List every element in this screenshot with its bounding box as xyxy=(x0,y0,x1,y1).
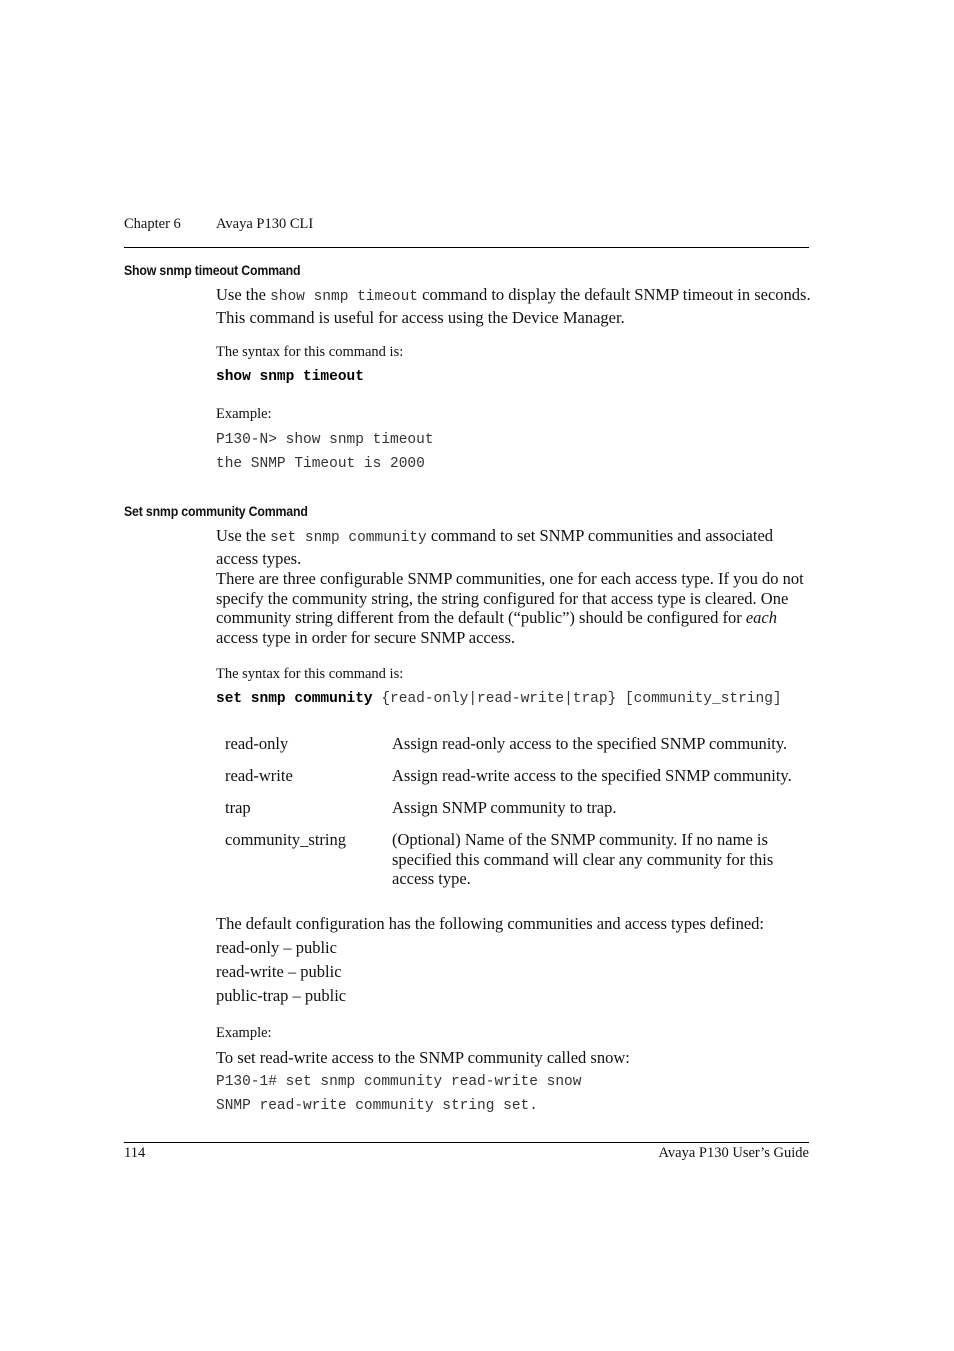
header-title: Avaya P130 CLI xyxy=(216,216,314,232)
example-line: the SNMP Timeout is 2000 xyxy=(216,456,425,472)
intro-text: command to set SNMP communities and associated access types. xyxy=(216,526,774,568)
intro-text: Use the xyxy=(216,526,271,545)
param-desc: Assign read-only access to the specified SNMP community. xyxy=(392,734,788,753)
default-item: read-write – public xyxy=(216,962,342,981)
example-line: P130-1# set snmp community read-write snow xyxy=(216,1074,582,1090)
paragraph-text: There are three configurable SNMP communities, one for each access type. If you do not specify the community string, the string configured for that access type is cleared. One community string different from the default (“public”) should be configured for xyxy=(216,569,804,627)
default-item: read-only – public xyxy=(216,938,337,957)
section-heading-set-snmp-community: Set snmp community Command xyxy=(124,503,308,519)
param-name: trap xyxy=(225,798,251,817)
example-line: P130-N> show snmp timeout xyxy=(216,432,434,448)
syntax-label: The syntax for this command is: xyxy=(216,666,404,682)
section2-intro xyxy=(216,526,816,568)
paragraph-text: access type in order for secure SNMP access. xyxy=(216,627,516,647)
example-line: SNMP read-write community string set. xyxy=(216,1098,538,1114)
syntax-command xyxy=(216,691,782,707)
header-chapter: Chapter 6 xyxy=(124,216,181,232)
param-name: read-write xyxy=(225,766,293,785)
syntax-command: show snmp timeout xyxy=(216,369,364,385)
intro-text: Use the xyxy=(216,285,271,304)
footer-title: Avaya P130 User’s Guide xyxy=(658,1145,809,1161)
emphasis: each xyxy=(745,608,777,627)
section1-intro xyxy=(216,285,816,327)
defaults-intro: The default configuration has the following communities and access types defined: xyxy=(216,914,765,933)
footer-rule xyxy=(124,1142,809,1143)
syntax-label: The syntax for this command is: xyxy=(216,344,404,360)
syntax-keyword: set snmp community xyxy=(216,691,373,707)
inline-command: set snmp community xyxy=(270,530,427,546)
intro-text: command to display the default SNMP timeout in seconds. This command is useful for access using the Device Manager. xyxy=(216,285,811,327)
syntax-args: {read-only|read-write|trap} [community_string] xyxy=(372,691,782,707)
example-label: Example: xyxy=(216,1025,272,1041)
param-desc: Assign read-write access to the specified SNMP community. xyxy=(392,766,792,785)
section-heading-show-snmp-timeout: Show snmp timeout Command xyxy=(124,262,301,278)
section2-paragraph xyxy=(216,569,816,647)
example-description: To set read-write access to the SNMP community called snow: xyxy=(216,1048,630,1067)
param-name: read-only xyxy=(225,734,289,753)
inline-command: show snmp timeout xyxy=(270,289,419,305)
header-rule xyxy=(124,247,809,248)
param-desc: Assign SNMP community to trap. xyxy=(392,798,617,817)
default-item: public-trap – public xyxy=(216,986,347,1005)
example-label: Example: xyxy=(216,406,272,422)
page-number: 114 xyxy=(124,1145,146,1161)
param-desc: (Optional) Name of the SNMP community. If no name is specified this command will clear any community for this access type. xyxy=(392,830,774,888)
param-name: community_string xyxy=(225,830,346,849)
